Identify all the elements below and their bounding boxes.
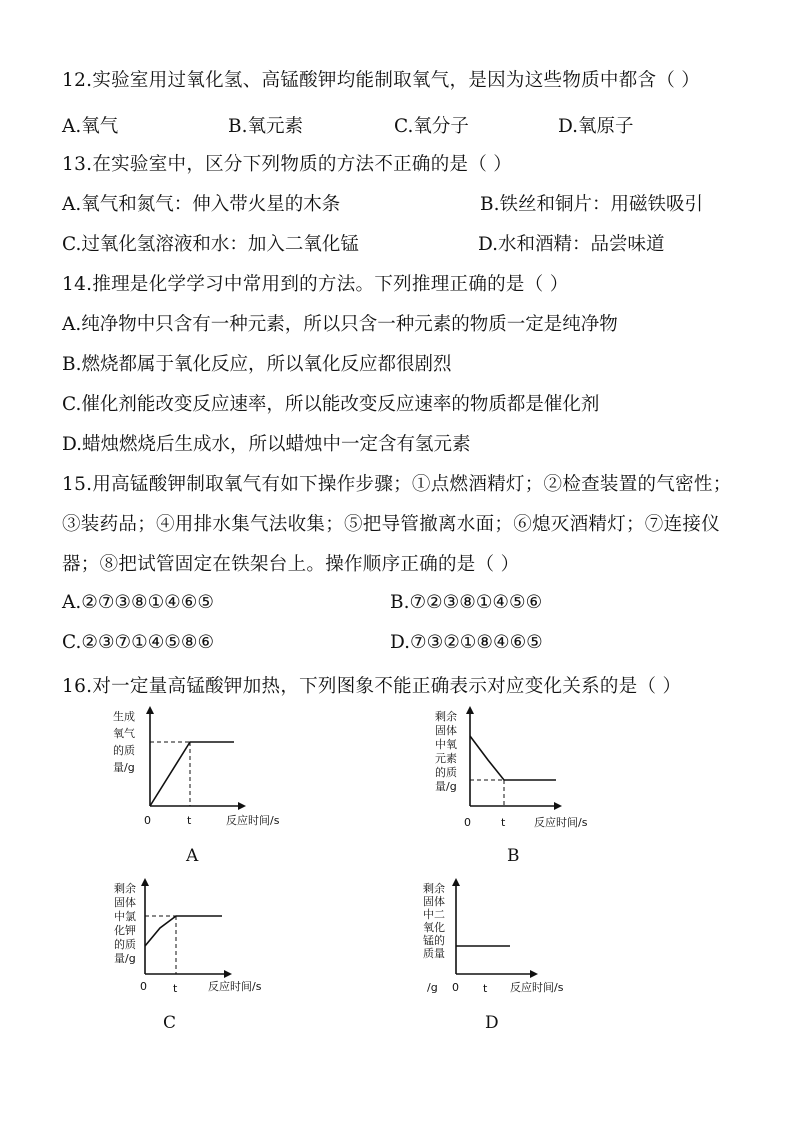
graph-c-y-arrow bbox=[141, 878, 149, 886]
q12-stem: 12.实验室用过氧化氢、高锰酸钾均能制取氧气，是因为这些物质中都含（ ） bbox=[62, 70, 701, 91]
graph-c-ylabel-1: 剩余 bbox=[114, 882, 136, 895]
graph-a-xlabel: 反应时间/s bbox=[226, 814, 280, 827]
q14-option-b: B.燃烧都属于氧化反应，所以氧化反应都很剧烈 bbox=[62, 354, 452, 375]
graph-c-caption: C bbox=[163, 1013, 177, 1033]
q13-option-d: D.水和酒精：品尝味道 bbox=[478, 234, 665, 255]
graph-d-x-arrow bbox=[530, 970, 538, 978]
graph-d-ylabel-2: 固体 bbox=[423, 895, 445, 908]
q12-option-d: D.氧原子 bbox=[558, 116, 634, 137]
graph-d-t-label: t bbox=[483, 982, 488, 995]
q12-option-c: C.氧分子 bbox=[394, 116, 469, 137]
graph-c bbox=[110, 878, 310, 998]
graph-a-caption: A bbox=[186, 846, 199, 866]
graph-d-ylabel-1: 剩余 bbox=[423, 882, 445, 895]
q13-option-c: C.过氧化氢溶液和水：加入二氧化锰 bbox=[62, 234, 359, 255]
graph-c-ylabel-5: 的质 bbox=[114, 938, 136, 951]
graph-b-xlabel: 反应时间/s bbox=[534, 816, 588, 829]
graph-c-x-arrow bbox=[224, 970, 232, 978]
graph-c-ylabel-4: 化钾 bbox=[114, 924, 136, 937]
graph-c-ylabel-6: 量/g bbox=[114, 952, 136, 965]
graph-c-xlabel: 反应时间/s bbox=[208, 980, 262, 993]
q15-option-c: C.②③⑦①④⑤⑧⑥ bbox=[62, 632, 215, 653]
q15-option-a: A.②⑦③⑧①④⑥⑤ bbox=[62, 592, 214, 613]
graph-c-ylabel-3: 中氯 bbox=[114, 910, 136, 923]
graph-a-origin: 0 bbox=[144, 814, 151, 827]
graph-a-ylabel-2: 氧气 bbox=[113, 727, 135, 740]
graph-b-ylabel-5: 的质 bbox=[435, 766, 457, 779]
graph-c-ylabel-2: 固体 bbox=[114, 896, 136, 909]
graph-a-curve bbox=[150, 742, 234, 806]
q14-stem: 14.推理是化学学习中常用到的方法。下列推理正确的是（ ） bbox=[62, 274, 569, 295]
q14-option-c: C.催化剂能改变反应速率，所以能改变反应速率的物质都是催化剂 bbox=[62, 394, 600, 415]
graph-a bbox=[110, 706, 310, 846]
q15-stem-line-3: 器；⑧把试管固定在铁架台上。操作顺序正确的是（ ） bbox=[62, 554, 520, 575]
graph-c-t-label: t bbox=[173, 982, 178, 995]
graph-c-curve bbox=[145, 916, 222, 946]
q12-option-a: A.氧气 bbox=[62, 116, 119, 137]
graph-d-xlabel: 反应时间/s bbox=[510, 981, 564, 994]
graph-b-ylabel-2: 固体 bbox=[435, 724, 457, 737]
q15-option-b: B.⑦②③⑧①④⑤⑥ bbox=[390, 592, 543, 613]
graph-b-curve bbox=[470, 736, 556, 780]
q13-stem: 13.在实验室中，区分下列物质的方法不正确的是（ ） bbox=[62, 154, 513, 175]
q14-option-a: A.纯净物中只含有一种元素，所以只含一种元素的物质一定是纯净物 bbox=[62, 314, 618, 335]
graph-a-ylabel-3: 的质 bbox=[113, 744, 135, 757]
graph-d bbox=[420, 878, 620, 998]
graph-c-origin: 0 bbox=[140, 980, 147, 993]
graph-b-x-arrow bbox=[554, 802, 562, 810]
q13-option-b: B.铁丝和铜片：用磁铁吸引 bbox=[480, 194, 703, 215]
q14-option-d: D.蜡烛燃烧后生成水，所以蜡烛中一定含有氢元素 bbox=[62, 434, 471, 455]
q16-stem: 16.对一定量高锰酸钾加热，下列图象不能正确表示对应变化关系的是（ ） bbox=[62, 676, 682, 697]
graph-b-ylabel-1: 剩余 bbox=[435, 710, 457, 723]
graph-b bbox=[430, 706, 630, 846]
graph-b-origin: 0 bbox=[464, 816, 471, 829]
graph-a-t-label: t bbox=[187, 814, 192, 827]
q12-option-b: B.氧元素 bbox=[228, 116, 303, 137]
q15-stem-line-2: ③装药品；④用排水集气法收集；⑤把导管撤离水面；⑥熄灭酒精灯；⑦连接仪 bbox=[62, 514, 721, 535]
graph-d-ylabel-6: 质量 bbox=[423, 947, 445, 960]
q15-option-d: D.⑦③②①⑧④⑥⑤ bbox=[390, 632, 543, 653]
graph-d-ylabel-7: /g bbox=[427, 981, 438, 994]
graph-d-ylabel-4: 氧化 bbox=[423, 921, 445, 934]
graph-a-ylabel-4: 量/g bbox=[113, 761, 135, 774]
q13-option-a: A.氧气和氮气：伸入带火星的木条 bbox=[62, 194, 341, 215]
graph-b-y-arrow bbox=[466, 706, 474, 714]
graph-d-ylabel-3: 中二 bbox=[423, 908, 445, 921]
graph-d-ylabel-5: 锰的 bbox=[423, 934, 445, 947]
graph-a-y-arrow bbox=[146, 706, 154, 714]
graph-d-caption: D bbox=[485, 1013, 499, 1033]
graph-d-origin: 0 bbox=[452, 981, 459, 994]
graph-b-ylabel-6: 量/g bbox=[435, 780, 457, 793]
q15-stem-line-1: 15.用高锰酸钾制取氧气有如下操作步骤；①点燃酒精灯；②检查装置的气密性； bbox=[62, 474, 732, 495]
graph-a-x-arrow bbox=[238, 802, 246, 810]
graph-a-ylabel-1: 生成 bbox=[113, 710, 135, 723]
graph-b-ylabel-4: 元素 bbox=[435, 752, 457, 765]
graph-b-t-label: t bbox=[501, 816, 506, 829]
graph-d-y-arrow bbox=[452, 878, 460, 886]
graph-b-ylabel-3: 中氧 bbox=[435, 738, 457, 751]
graph-b-caption: B bbox=[507, 846, 520, 866]
